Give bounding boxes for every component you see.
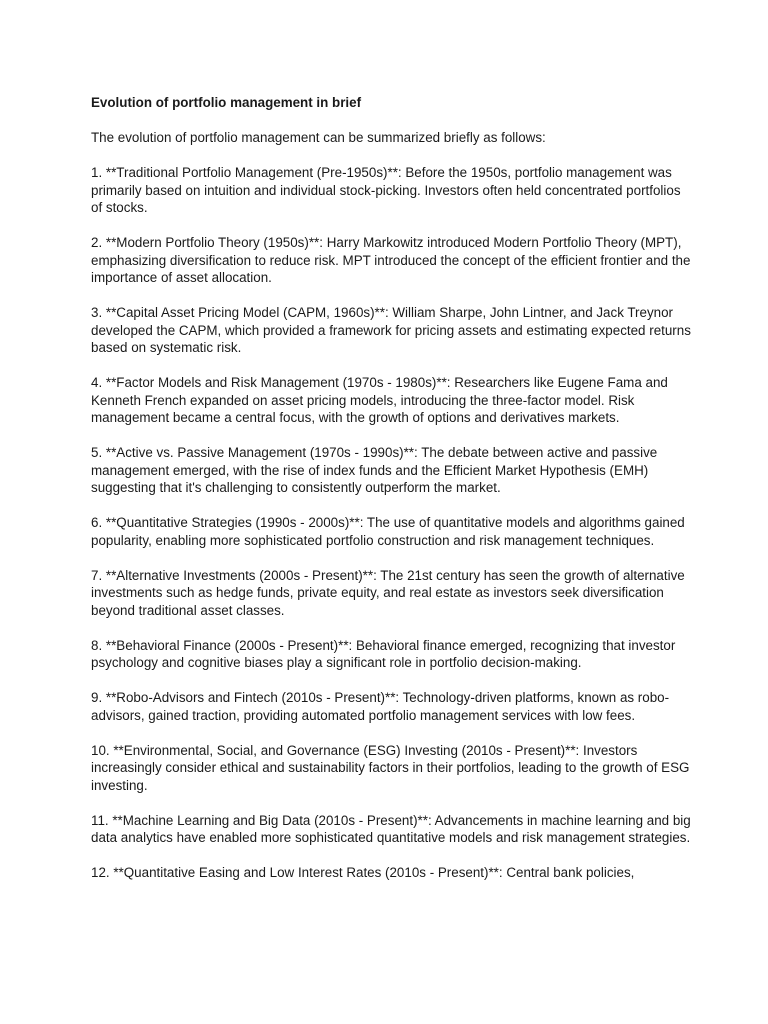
list-item: 10. **Environmental, Social, and Governance (ESG) Investing (2010s - Present)**: Investors increasingly consider ethical and sustainability factors in their portfolios, leading to the growth of ESG investing.: [91, 742, 690, 793]
list-item: 8. **Behavioral Finance (2000s - Present)**: Behavioral finance emerged, recognizing that investor psychology and cognitive biases play a significant role in portfolio decision-making.: [91, 637, 676, 670]
list-item: 11. **Machine Learning and Big Data (2010s - Present)**: Advancements in machine learning and big data analytics have enabled more sophisticated quantitative models and risk management strategies.: [91, 812, 691, 845]
intro-paragraph: The evolution of portfolio management can be summarized briefly as follows:: [91, 130, 546, 145]
list-item: 2. **Modern Portfolio Theory (1950s)**: Harry Markowitz introduced Modern Portfolio Theory (MPT), emphasizing diversification to reduce risk. MPT introduced the concept of the efficient frontier and the importance of asset allocation.: [91, 235, 691, 285]
list-item: 5. **Active vs. Passive Management (1970s - 1990s)**: The debate between active and passive management emerged, with the rise of index funds and the Efficient Market Hypothesis (EMH) suggesting that it's challenging to consistently outperform the market.: [91, 445, 658, 495]
document-title: Evolution of portfolio management in brief: [91, 95, 362, 110]
list-item: 3. **Capital Asset Pricing Model (CAPM, 1960s)**: William Sharpe, John Lintner, and Jack Treynor developed the CAPM, which provided a framework for pricing assets and estimating expected returns based on systematic risk.: [91, 305, 691, 355]
list-item: 9. **Robo-Advisors and Fintech (2010s - Present)**: Technology-driven platforms, known as robo-advisors, gained traction, providing automated portfolio management services with low fees.: [91, 690, 670, 723]
list-item: 7. **Alternative Investments (2000s - Present)**: The 21st century has seen the growth of alternative investments such as hedge funds, private equity, and real estate as investors seek diversification beyond traditional asset classes.: [91, 567, 685, 618]
list-item: 6. **Quantitative Strategies (1990s - 2000s)**: The use of quantitative models and algorithms gained popularity, enabling more sophisticated portfolio construction and risk management techniques.: [91, 515, 685, 548]
list-item: 12. **Quantitative Easing and Low Interest Rates (2010s - Present)**: Central bank policies,: [91, 865, 635, 880]
list-item: 1. **Traditional Portfolio Management (Pre-1950s)**: Before the 1950s, portfolio management was primarily based on intuition and individual stock-picking. Investors often held concentrated portfolios of stocks.: [91, 165, 681, 215]
list-item: 4. **Factor Models and Risk Management (1970s - 1980s)**: Researchers like Eugene Fama and Kenneth French expanded on asset pricing models, introducing the three-factor model. Risk management became a central focus, with the growth of options and derivatives markets.: [91, 375, 668, 425]
document-body: [91, 94, 691, 899]
